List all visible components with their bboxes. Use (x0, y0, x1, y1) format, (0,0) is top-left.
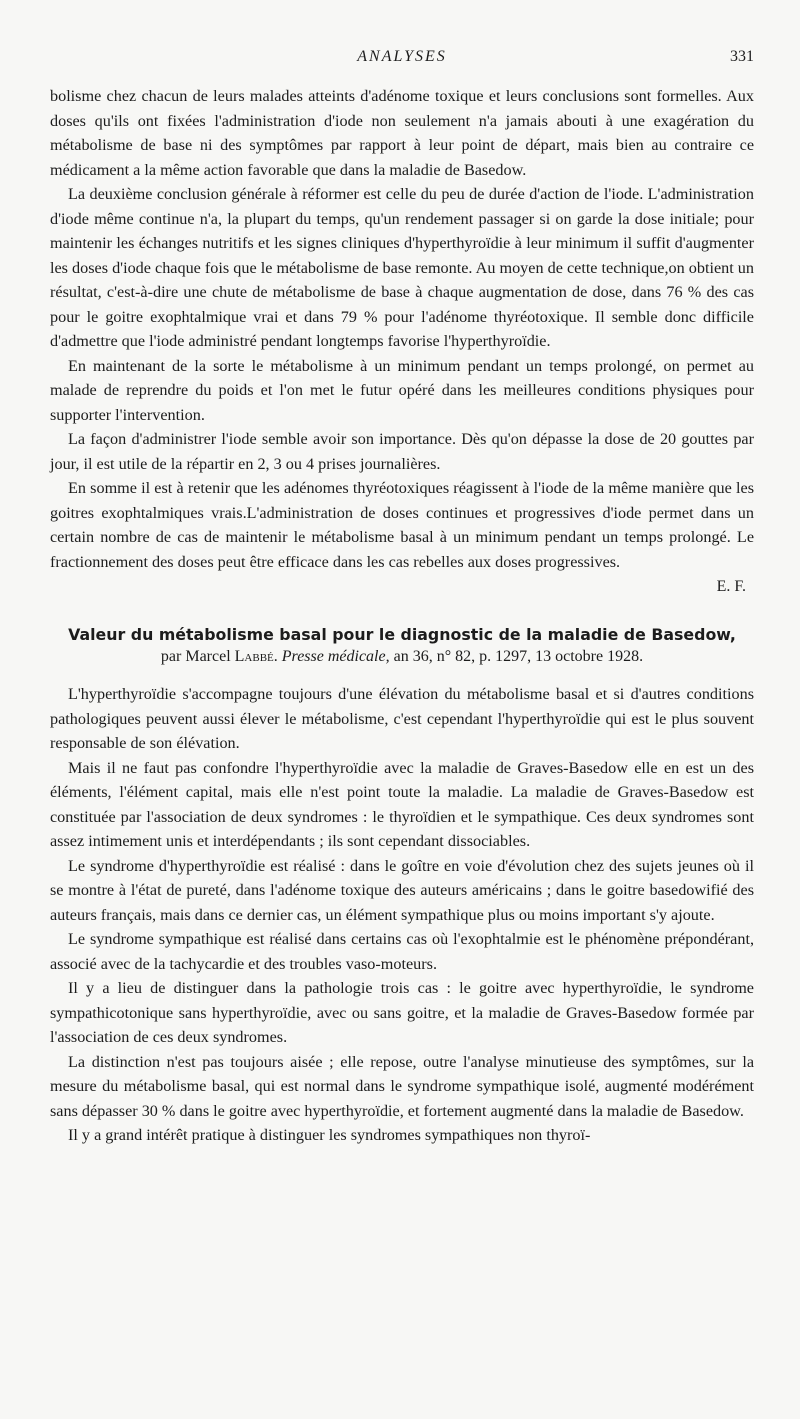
page-number: 331 (730, 48, 754, 65)
paragraph: Le syndrome d'hyperthyroïdie est réalisé : dans le goître en voie d'évolution chez des sujets jeunes où il se montre à l'état de pureté, dans l'adénome toxique des auteurs américains ; dans le goitre basedowifié des auteurs français, mais dans ce dernier cas, un élément sympathique plus ou moins important s'y ajoute. (50, 856, 754, 924)
paragraph-continued: bolisme chez chacun de leurs malades atteints d'adénome toxique et leurs conclusions sont formelles. Aux doses qu'ils ont fixées l'administration d'iode non seulement n'a jamais abouti à une exagération du métabolisme de base ni des symptômes par rapport à leur point de départ, mais bien au contraire ce médicament a la même action favorable que dans la maladie de Basedow. (50, 87, 754, 179)
running-title: ANALYSES (357, 48, 447, 65)
article-title: Valeur du métabolisme basal pour le diagnostic de la maladie de Basedow, (68, 625, 736, 644)
paragraph: Il y a lieu de distinguer dans la pathologie trois cas : le goitre avec hyperthyroïdie, le syndrome sympathicotonique sans hyperthyroïdie, avec ou sans goitre, et la maladie de Graves-Basedow formée par l'association de ces deux syndromes. (50, 979, 754, 1046)
paragraph: Mais il ne faut pas confondre l'hyperthyroïdie avec la maladie de Graves-Basedow elle en est un des éléments, l'élément capital, mais elle n'est point toute la maladie. La maladie de Graves-Basedow est constituée par l'association de deux syndromes : le thyroïdien et le sympathique. Ces deux syndromes sont assez intimement unis et interdépendants ; ils sont cependant dissociables. (50, 758, 754, 850)
paragraph: Le syndrome sympathique est réalisé dans certains cas où l'exophtalmie est le phénomène prépondérant, associé avec de la tachycardie et des troubles vaso-moteurs. (50, 930, 754, 973)
paragraph: En maintenant de la sorte le métabolisme à un minimum pendant un temps prolongé, on permet au malade de reprendre du poids et l'on met le futur opéré dans les meilleures conditions physiques pour supporter l'intervention. (50, 356, 754, 424)
author-signature: E. F. (716, 578, 746, 595)
paragraph: La deuxième conclusion générale à réformer est celle du peu de durée d'action de l'iode. L'administration d'iode même continue n'a, la plupart du temps, qu'un rendement passager si on garde la dose initiale; pour maintenir les échanges nutritifs et les signes cliniques d'hyperthyroïdie à leur minimum il suffit d'augmenter les doses d'iode chaque fois que le métabolisme de base remonte. Au moyen de cette technique,on obtient un résultat, c'est-à-dire une chute de métabolisme de base à chaque augmentation de dose, dans 76 % des cas pour le goitre exophtalmique vrai et dans 79 % pour l'adénome thyréotoxique. Il semble donc difficile d'admettre que l'iode administré pendant longtemps favorise l'hyperthyroïdie. (50, 185, 754, 350)
page-header (50, 48, 754, 72)
citation: an 36, n° 82, p. 1297, 13 octobre 1928. (393, 648, 644, 665)
journal-name: Presse médicale, (281, 648, 390, 665)
article-byline (50, 646, 754, 668)
paragraph: La distinction n'est pas toujours aisée ; elle repose, outre l'analyse minutieuse des symptômes, sur la mesure du métabolisme basal, qui est normal dans le syndrome sympathique isolé, augmenté modérément sans dépasser 30 % dans le goitre avec hyperthyroïdie, et fortement augmenté dans la maladie de Basedow. (50, 1052, 754, 1120)
byline-prefix: par Marcel (160, 648, 231, 665)
page-body (50, 84, 754, 1148)
paragraph: L'hyperthyroïdie s'accompagne toujours d'une élévation du métabolisme basal et si d'autres conditions pathologiques peuvent aussi élever le métabolisme, c'est cependant l'hyperthyroïdie qui est le plus souvent responsable de son élévation. (50, 685, 754, 752)
paragraph: La façon d'administrer l'iode semble avoir son importance. Dès qu'on dépasse la dose de 20 gouttes par jour, il est utile de la répartir en 2, 3 ou 4 prises journalières. (50, 430, 754, 473)
author-name: Labbé. (234, 648, 278, 665)
paragraph: En somme il est à retenir que les adénomes thyréotoxiques réagissent à l'iode de la même manière que les goitres exophtalmiques vrais.L'administration de doses continues et progressives d'iode permet dans un certain nombre de cas de maintenir le métabolisme basal à un minimum pendant un temps prolongé. Le fractionnement des doses peut être efficace dans les cas rebelles aux doses progressives. (50, 479, 754, 571)
paragraph: Il y a grand intérêt pratique à distinguer les syndromes sympathiques non thyroï- (68, 1126, 591, 1144)
